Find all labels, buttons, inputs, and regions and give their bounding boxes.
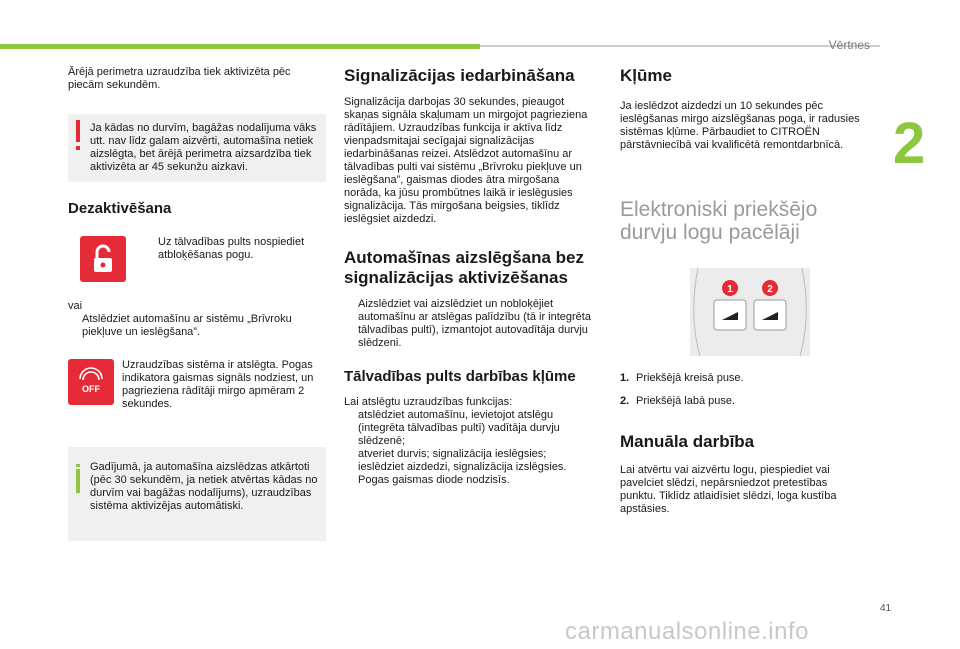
remote-fault-intro: Lai atslēgtu uzraudzības funkcijas: [344, 396, 513, 408]
bullet-marker [344, 461, 358, 487]
bullet-marker [344, 409, 358, 448]
deactivation-text-2: Atslēdziet automašīnu ar sistēmu „Brīvroku piekļuve un ieslēgšana”. [82, 313, 292, 338]
deactivation-item-2 [68, 313, 326, 339]
column-1 [68, 66, 326, 541]
bullet-marker [344, 448, 358, 461]
alarm-off-item [68, 359, 326, 411]
remote-fault-item [344, 448, 596, 461]
remote-fault-text-3: ieslēdziet aizdedzi, signalizācija izslēgsies. Pogas gaismas diode nodzisīs. [358, 461, 567, 486]
top-divider [480, 45, 880, 47]
alarm-trigger-heading: Signalizācijas iedarbināšana [344, 66, 575, 85]
page-number: 41 [880, 603, 892, 614]
manual-operation-text: Lai atvērtu vai aizvērtu logu, piespiediet vai pavelciet slēdzi, nepārsniedzot pretestības punktu. Tiklīdz atlaidīsiet slēdzi, loga kustība apstāsies. [620, 464, 837, 515]
deactivation-item [68, 236, 326, 282]
item-number: 1. [620, 372, 630, 384]
item-number: 2. [620, 395, 630, 407]
lock-without-alarm-text: Aizslēdziet vai aizslēdziet un nobloķējiet automašīnu ar atslēgas palīdzību (tā ir integrēta tālvadības pultī), izmantojot autovadītāja durvju slēdzeni. [358, 298, 591, 349]
callout-2: 2 [767, 284, 773, 295]
column-3 [620, 66, 860, 516]
warning-icon [76, 120, 80, 142]
top-accent-bar [0, 44, 480, 49]
watermark: carmanualsonline.info [565, 618, 809, 645]
warning-text: Ja kādas no durvīm, bagāžas nodalījuma vāks utt. nav līdz galam aizvērti, automašīna netiek aizslēgta, bet ārējā perimetra aizsardzība tiek aktivizēta ar 45 sekunžu aizkavi. [90, 122, 317, 173]
lock-without-alarm-item [344, 298, 596, 350]
window-switch-illustration [690, 268, 810, 356]
column-2 [344, 66, 596, 487]
info-icon [76, 469, 80, 493]
section-title: Vērtnes [828, 38, 870, 52]
alarm-off-icon [68, 359, 114, 405]
manual-operation-heading: Manuāla darbība [620, 432, 755, 451]
warning-box [68, 114, 326, 182]
unlock-icon [80, 236, 126, 282]
fault-heading: Kļūme [620, 66, 672, 85]
alarm-off-text: Uzraudzības sistēma ir atslēgta. Pogas indikatora gaismas signāls nodziest, un pagrieziena rādītāji mirgo apmēram 2 sekundes. [122, 359, 314, 410]
lock-without-alarm-heading: Automašīnas aizslēgšana bez signalizācijas aktivizēšanas [344, 248, 584, 287]
remote-fault-text-2: atveriet durvis; signalizācija ieslēgsies; [358, 448, 547, 460]
info-text: Gadījumā, ja automašīna aizslēdzas atkārtoti (pēc 30 sekundēm, ja netiek atvērtas kādas no durvīm vai bagāžas nodalījums), uzraudzības sistēma aktivizējas automātiski. [90, 461, 318, 512]
callout-1: 1 [727, 284, 733, 295]
alarm-trigger-text: Signalizācija darbojas 30 sekundes, pieaugot skaņas signāla skaļumam un mirgojot pagrieziena rādītājiem. Uzraudzības funkcija ir aktīva līdz vienpadsmitajai secīgajai signalizācijas iedarbināšanas reizei. Atslēdzot automašīnu ar tālvadības pulti vai sistēmu „Brīvroku piekļuve un ieslēgšana”, gaismas diodes ātra mirgošana norāda, ka jūsu prombūtnes laikā ir ieslēgusies signalizācija. Tās mirgošana beigsies, tiklīdz ieslēgsiet aizdedzi. [344, 96, 588, 225]
deactivation-heading: Dezaktivēšana [68, 200, 172, 217]
chapter-number: 2 [893, 111, 926, 176]
switch-item-1 [620, 372, 860, 385]
bullet-marker [144, 236, 158, 262]
remote-fault-item [344, 409, 596, 448]
off-label: OFF [82, 384, 100, 394]
fault-text: Ja ieslēdzot aizdedzi un 10 sekundes pēc ieslēgšanas mirgo aizslēgšanas poga, ir radusies sistēmas kļūme. Pārbaudiet to CITROËN pārstāvniecībā vai kvalificētā remontdarbnīcā. [620, 100, 860, 151]
intro-text: Ārējā perimetra uzraudzība tiek aktivizēta pēc piecām sekundēm. [68, 66, 291, 91]
remote-fault-heading: Tālvadības pults darbības kļūme [344, 368, 576, 385]
bullet-marker [68, 313, 82, 339]
switch-item-2 [620, 395, 860, 408]
item-text: Priekšējā labā puse. [636, 395, 736, 407]
window-lifts-heading: Elektroniski priekšējo durvju logu pacēlāji [620, 198, 818, 244]
info-box [68, 447, 326, 541]
item-text: Priekšējā kreisā puse. [636, 372, 744, 384]
remote-fault-item [344, 461, 596, 487]
remote-fault-text-1: atslēdziet automašīnu, ievietojot atslēgu (integrēta tālvadības pultī) vadītāja durvju slēdzenē; [358, 409, 560, 447]
bullet-marker [344, 298, 358, 350]
deactivation-text: Uz tālvadības pults nospiediet atbloķēšanas pogu. [158, 236, 305, 261]
or-text: vai [68, 300, 83, 312]
